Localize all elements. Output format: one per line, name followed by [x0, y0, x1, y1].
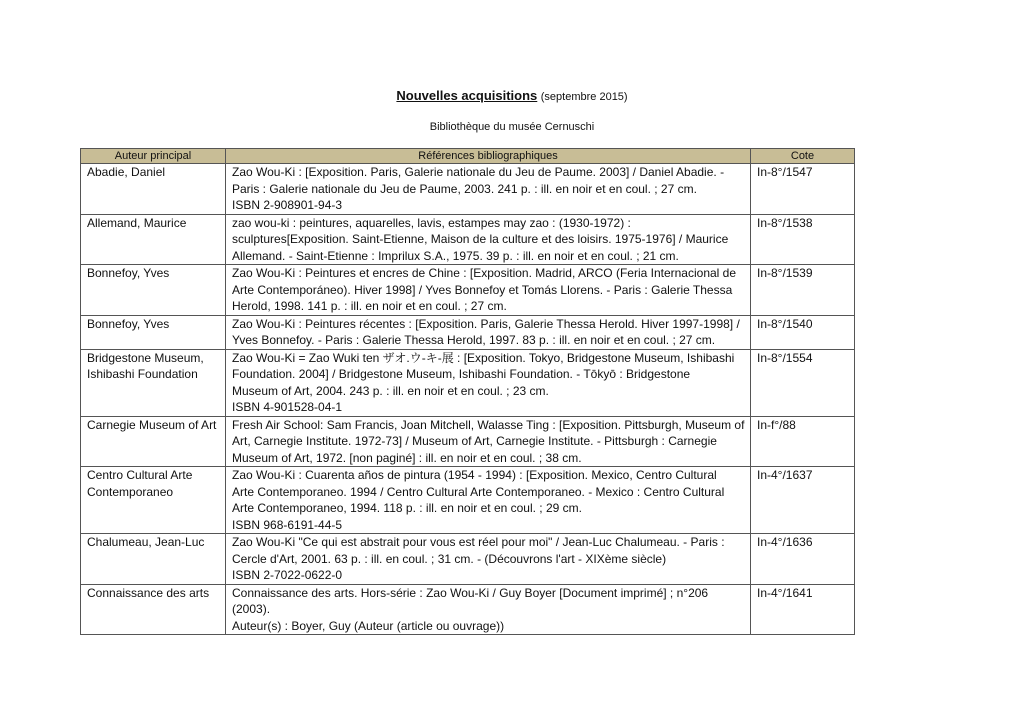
acquisitions-table [80, 148, 855, 635]
table-row [81, 164, 855, 215]
table-row [81, 349, 855, 416]
reference-cell [226, 349, 751, 416]
reference-cell [226, 164, 751, 215]
table-body [81, 164, 855, 635]
reference-line: Zao Wou-Ki = Zao Wuki ten ザオ.ウ-キ-展 : [Exposition. Tokyo, Bridgestone Museum, Ishibashi [232, 350, 735, 365]
column-header-author: Auteur principal [81, 149, 226, 164]
reference-line: Connaissance des arts. Hors-série : Zao Wou-Ki / Guy Boyer [Document imprimé] ; n°206 [232, 585, 709, 600]
reference-line: Cercle d'Art, 2001. 63 p. : ill. en coul. ; 31 cm. - (Découvrons l'art - XIXème siècle) [232, 551, 667, 566]
cote-cell: In-8°/1539 [751, 265, 855, 316]
reference-line: Zao Wou-Ki : Cuarenta años de pintura (1954 - 1994) : [Exposition. Mexico, Centro Cultural [232, 468, 717, 482]
reference-line: Arte Contemporaneo, 1994. 118 p. : ill. en noir et en coul. ; 29 cm. [232, 501, 582, 515]
table-row [81, 265, 855, 316]
author-cell: Allemand, Maurice [81, 214, 226, 265]
table-row [81, 416, 855, 467]
author-cell: Bonnefoy, Yves [81, 315, 226, 349]
cote-cell: In-8°/1538 [751, 214, 855, 265]
author-cell: Chalumeau, Jean-Luc [81, 534, 226, 585]
reference-line: Zao Wou-Ki : Peintures récentes : [Exposition. Paris, Galerie Thessa Herold. Hiver 1997-1998] / [232, 316, 740, 331]
reference-cell [226, 584, 751, 635]
table-row [81, 534, 855, 585]
cote-cell: In-4°/1641 [751, 584, 855, 635]
reference-line: Zao Wou-Ki : Peintures et encres de Chine : [Exposition. Madrid, ARCO (Feria Internacional de [232, 266, 737, 280]
table-row [81, 584, 855, 635]
reference-line: ISBN 4-901528-04-1 [232, 400, 343, 414]
table-row [81, 315, 855, 349]
reference-line: Foundation. 2004] / Bridgestone Museum, Ishibashi Foundation. - Tōkyō : Bridgestone [232, 367, 691, 381]
cote-cell: In-8°/1547 [751, 164, 855, 215]
reference-line: Museum of Art, 2004. 243 p. : ill. en noir et en coul. ; 23 cm. [232, 383, 549, 398]
cote-cell: In-4°/1636 [751, 534, 855, 585]
reference-cell [226, 467, 751, 534]
author-cell: Carnegie Museum of Art [81, 416, 226, 467]
reference-line: Yves Bonnefoy. - Paris : Galerie Thessa Herold, 1997. 83 p. : ill. en noir et en coul. ; 27 cm. [232, 333, 716, 347]
reference-line: Arte Contemporaneo. 1994 / Centro Cultural Arte Contemporaneo. - Mexico : Centro Cultural [232, 484, 725, 499]
reference-line: Auteur(s) : Boyer, Guy (Auteur (article ou ouvrage)) [232, 618, 505, 633]
reference-line: Zao Wou-Ki "Ce qui est abstrait pour vous est réel pour moi" / Jean-Luc Chalumeau. - Paris : [232, 535, 725, 549]
reference-line: (2003). [232, 602, 271, 616]
cote-cell: In-f°/88 [751, 416, 855, 467]
document-title [0, 88, 1024, 103]
table-header-row [81, 149, 855, 164]
reference-cell [226, 265, 751, 316]
reference-line: Paris : Galerie nationale du Jeu de Paume, 2003. 241 p. : ill. en noir et en coul. ; 27 cm. [232, 181, 697, 196]
cote-cell: In-4°/1637 [751, 467, 855, 534]
reference-cell [226, 416, 751, 467]
reference-cell [226, 315, 751, 349]
author-cell: Connaissance des arts [81, 584, 226, 635]
reference-line: Museum of Art, 1972. [non paginé] : ill. en noir et en coul. ; 38 cm. [232, 450, 582, 465]
reference-line: Art, Carnegie Institute. 1972-73] / Museum of Art, Carnegie Institute. - Pittsburgh : Carnegie [232, 434, 717, 448]
column-header-cote: Cote [751, 149, 855, 164]
title-date: (septembre 2015) [540, 91, 628, 103]
reference-line: Herold, 1998. 141 p. : ill. en noir et en coul. ; 27 cm. [232, 299, 507, 313]
reference-line: Arte Contemporáneo). Hiver 1998] / Yves Bonnefoy et Tomás Llorens. - Paris : Galerie Thessa [232, 282, 733, 297]
column-header-references: Références bibliographiques [226, 149, 751, 164]
table-row [81, 467, 855, 534]
reference-line: ISBN 968-6191-44-5 [232, 517, 343, 532]
author-cell: Abadie, Daniel [81, 164, 226, 215]
cote-cell: In-8°/1540 [751, 315, 855, 349]
reference-line: Fresh Air School: Sam Francis, Joan Mitchell, Walasse Ting : [Exposition. Pittsburgh, Museum of [232, 417, 745, 432]
reference-line: Zao Wou-Ki : [Exposition. Paris, Galerie nationale du Jeu de Paume. 2003] / Daniel Abadie. - [232, 165, 725, 179]
author-cell: Bonnefoy, Yves [81, 265, 226, 316]
author-cell: Bridgestone Museum, Ishibashi Foundation [81, 349, 226, 416]
reference-line: sculptures[Exposition. Saint-Etienne, Maison de la culture et des loisirs. 1975-1976] / Maurice [232, 232, 729, 246]
reference-line: ISBN 2-7022-0622-0 [232, 568, 343, 582]
reference-line: ISBN 2-908901-94-3 [232, 198, 343, 212]
reference-line: Allemand. - Saint-Etienne : Imprilux S.A., 1975. 39 p. : ill. en noir et en coul. ; 21 cm. [232, 248, 679, 263]
author-cell: Centro Cultural Arte Contemporaneo [81, 467, 226, 534]
table-row [81, 214, 855, 265]
reference-line: zao wou-ki : peintures, aquarelles, lavis, estampes may zao : (1930-1972) : [232, 215, 631, 230]
cote-cell: In-8°/1554 [751, 349, 855, 416]
library-name: Bibliothèque du musée Cernuschi [429, 121, 595, 133]
reference-cell [226, 214, 751, 265]
reference-cell [226, 534, 751, 585]
title-main: Nouvelles acquisitions [396, 88, 538, 103]
